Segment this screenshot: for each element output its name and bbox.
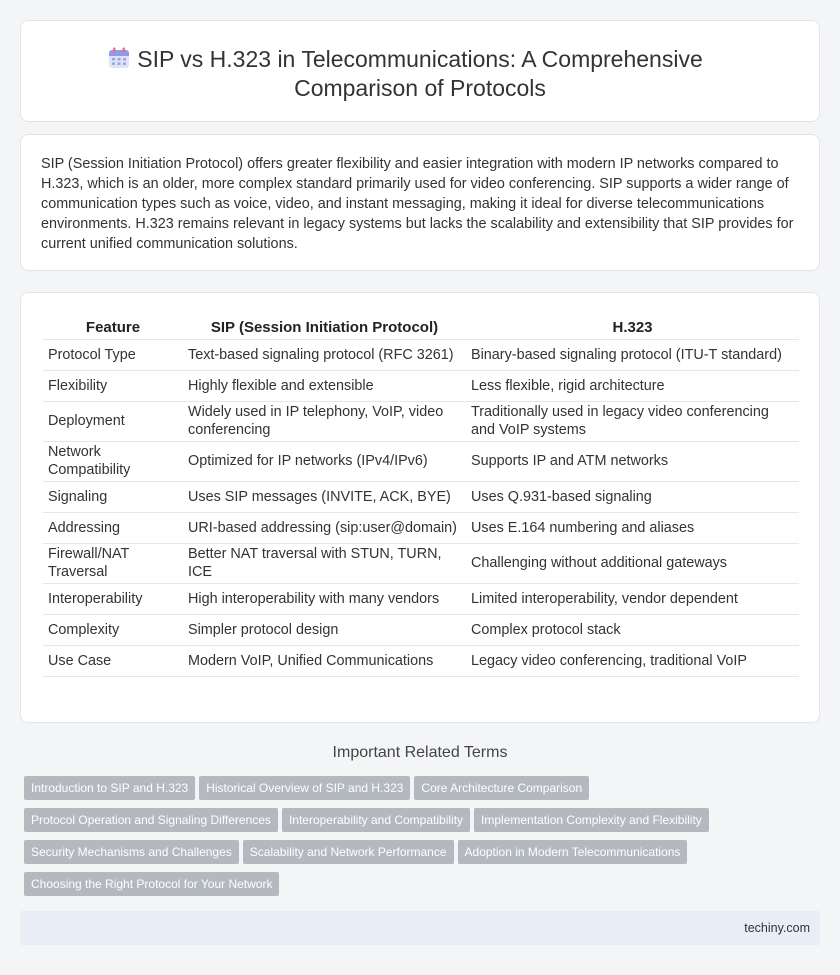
feature-cell: Deployment	[43, 401, 183, 441]
h323-cell: Uses E.164 numbering and aliases	[466, 512, 799, 543]
tag-interoperability[interactable]: Interoperability and Compatibility	[282, 808, 470, 832]
page-title-line-1: SIP vs H.323 in Telecommunications: A Comprehensive	[137, 46, 703, 72]
footer-site-link[interactable]: techiny.com	[744, 921, 810, 935]
column-header-h323: H.323	[466, 315, 799, 339]
tag-core-architecture[interactable]: Core Architecture Comparison	[414, 776, 589, 800]
table-row	[43, 481, 799, 512]
sip-cell: Simpler protocol design	[183, 614, 466, 645]
h323-cell: Less flexible, rigid architecture	[466, 370, 799, 401]
intro-paragraph: SIP (Session Initiation Protocol) offers greater flexibility and easier integration with modern IP networks compared to H.323, which is an older, more complex standard primarily used for video conferencing. SIP supports a wider range of communication types such as voice, video, and instant messaging, making it ideal for diverse telecommunications environments. H.323 remains relevant in legacy systems but lacks the scalability and extensibility that SIP provides for current unified communication solutions.	[41, 156, 794, 252]
sip-cell: Uses SIP messages (INVITE, ACK, BYE)	[183, 481, 466, 512]
tag-adoption[interactable]: Adoption in Modern Telecommunications	[458, 840, 688, 864]
comparison-table	[43, 315, 799, 677]
tag-historical-overview[interactable]: Historical Overview of SIP and H.323	[199, 776, 410, 800]
feature-cell: Complexity	[43, 614, 183, 645]
related-terms-heading: Important Related Terms	[332, 744, 508, 761]
h323-cell: Traditionally used in legacy video conferencing and VoIP systems	[466, 401, 799, 441]
tag-choosing-protocol[interactable]: Choosing the Right Protocol for Your Network	[24, 872, 279, 896]
h323-cell: Legacy video conferencing, traditional VoIP	[466, 645, 799, 676]
table-row	[43, 401, 799, 441]
feature-cell: Interoperability	[43, 583, 183, 614]
column-header-sip: SIP (Session Initiation Protocol)	[183, 315, 466, 339]
tag-security-mechanisms[interactable]: Security Mechanisms and Challenges	[24, 840, 239, 864]
feature-cell: Use Case	[43, 645, 183, 676]
table-header-row	[43, 315, 799, 339]
sip-cell: Text-based signaling protocol (RFC 3261)	[183, 339, 466, 370]
feature-cell: Flexibility	[43, 370, 183, 401]
table-row	[43, 645, 799, 676]
h323-cell: Binary-based signaling protocol (ITU-T standard)	[466, 339, 799, 370]
table-row	[43, 512, 799, 543]
sip-cell: Highly flexible and extensible	[183, 370, 466, 401]
sip-cell: Better NAT traversal with STUN, TURN, ICE	[183, 543, 466, 583]
footer	[20, 911, 820, 945]
sip-cell: Optimized for IP networks (IPv4/IPv6)	[183, 441, 466, 481]
table-row	[43, 614, 799, 645]
column-header-feature: Feature	[43, 315, 183, 339]
sip-cell: High interoperability with many vendors	[183, 583, 466, 614]
feature-cell: Addressing	[43, 512, 183, 543]
feature-cell: Protocol Type	[43, 339, 183, 370]
header-card	[20, 20, 820, 122]
tag-protocol-operation[interactable]: Protocol Operation and Signaling Differences	[24, 808, 278, 832]
table-row	[43, 441, 799, 481]
tag-introduction[interactable]: Introduction to SIP and H.323	[24, 776, 195, 800]
h323-cell: Complex protocol stack	[466, 614, 799, 645]
table-row	[43, 370, 799, 401]
intro-card	[20, 134, 820, 271]
page-title	[137, 45, 703, 103]
tag-implementation-complexity[interactable]: Implementation Complexity and Flexibility	[474, 808, 709, 832]
tag-scalability[interactable]: Scalability and Network Performance	[243, 840, 454, 864]
feature-cell: Network Compatibility	[43, 441, 183, 481]
sip-cell: URI-based addressing (sip:user@domain)	[183, 512, 466, 543]
feature-cell: Signaling	[43, 481, 183, 512]
related-terms-tags	[24, 776, 804, 904]
table-row	[43, 339, 799, 370]
sip-cell: Widely used in IP telephony, VoIP, video conferencing	[183, 401, 466, 441]
page-title-line-2: Comparison of Protocols	[294, 75, 546, 101]
sip-cell: Modern VoIP, Unified Communications	[183, 645, 466, 676]
h323-cell: Limited interoperability, vendor dependent	[466, 583, 799, 614]
h323-cell: Challenging without additional gateways	[466, 543, 799, 583]
h323-cell: Supports IP and ATM networks	[466, 441, 799, 481]
comparison-card	[20, 292, 820, 723]
table-row	[43, 543, 799, 583]
table-row	[43, 583, 799, 614]
feature-cell: Firewall/NAT Traversal	[43, 543, 183, 583]
h323-cell: Uses Q.931-based signaling	[466, 481, 799, 512]
